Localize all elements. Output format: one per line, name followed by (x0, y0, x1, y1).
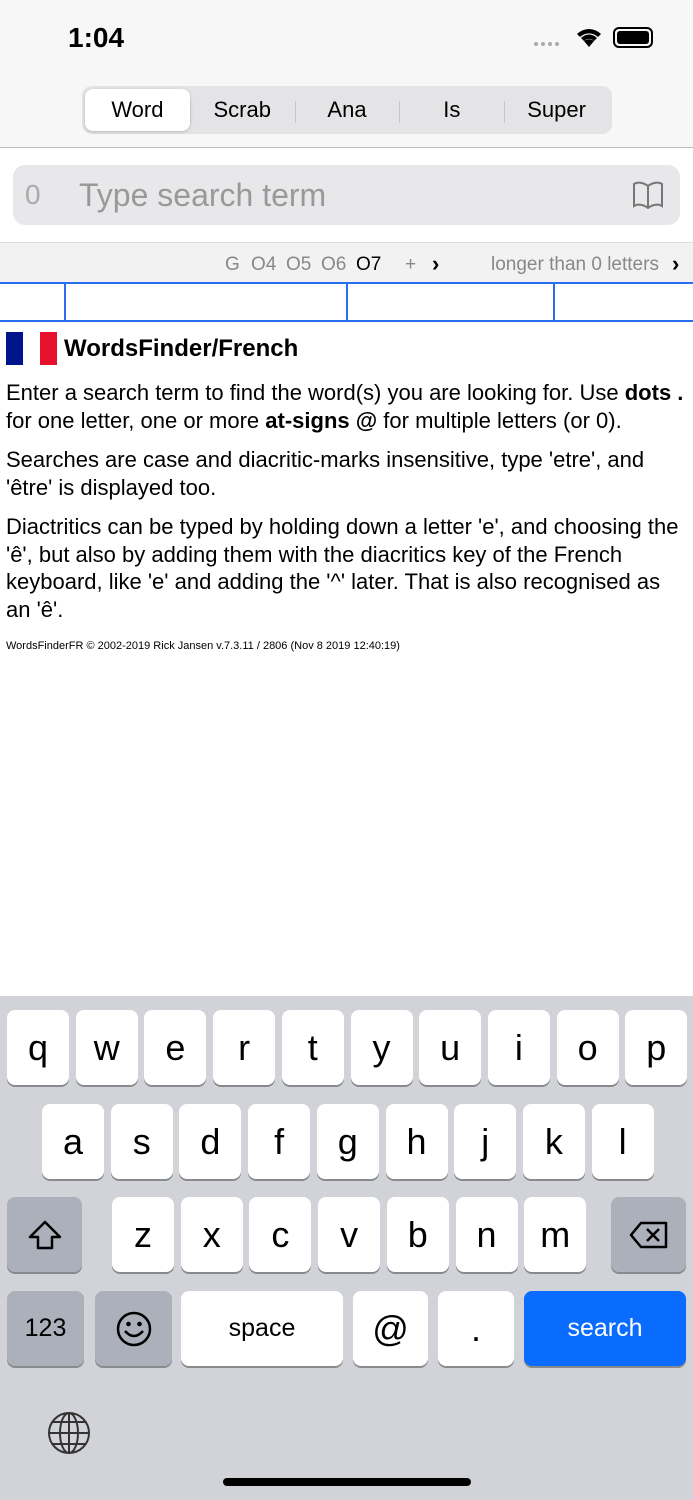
filter-o4[interactable]: O4 (251, 254, 277, 275)
key-g[interactable]: g (317, 1104, 379, 1179)
key-w[interactable]: w (76, 1010, 138, 1085)
shift-icon (28, 1220, 62, 1250)
key-y[interactable]: y (351, 1010, 413, 1085)
length-label[interactable]: longer than 0 letters (491, 254, 659, 275)
cellular-icon (534, 42, 559, 46)
help-content (6, 332, 686, 661)
key-i[interactable]: i (488, 1010, 550, 1085)
key-k[interactable]: k (523, 1104, 585, 1179)
key-f[interactable]: f (248, 1104, 310, 1179)
key-h[interactable]: h (386, 1104, 448, 1179)
help-paragraph: Enter a search term to find the word(s) you are looking for. Use dots . for one letter, one or more at-signs @ for multiple letters (or 0). (6, 380, 684, 433)
key-s[interactable]: s (111, 1104, 173, 1179)
search-field[interactable] (13, 165, 680, 225)
filter-plus[interactable]: + (405, 254, 417, 275)
filter-g[interactable]: G (225, 254, 240, 275)
key-r[interactable]: r (213, 1010, 275, 1085)
emoji-key[interactable] (95, 1291, 172, 1366)
wifi-icon (575, 26, 603, 48)
key-p[interactable]: p (625, 1010, 687, 1085)
help-paragraph: Searches are case and diacritic-marks insensitive, type 'etre', and 'être' is displayed too. (6, 447, 645, 500)
backspace-key[interactable] (611, 1197, 686, 1272)
status-time: 1:04 (68, 22, 125, 53)
book-icon[interactable] (632, 181, 664, 209)
at-key[interactable]: @ (353, 1291, 428, 1366)
filter-o5[interactable]: O5 (286, 254, 312, 275)
tab-ana[interactable]: Ana (295, 89, 400, 131)
page-title: WordsFinder/French (64, 334, 299, 362)
battery-icon (613, 27, 653, 48)
globe-icon[interactable] (47, 1411, 91, 1455)
key-m[interactable]: m (524, 1197, 586, 1272)
dot-key[interactable]: . (438, 1291, 514, 1366)
key-j[interactable]: j (454, 1104, 516, 1179)
result-count: 0 (25, 179, 41, 210)
key-n[interactable]: n (456, 1197, 518, 1272)
tab-scrab[interactable]: Scrab (190, 89, 295, 131)
chevron-right-icon[interactable]: › (432, 251, 440, 276)
tab-super[interactable]: Super (504, 89, 609, 131)
header (0, 0, 693, 148)
key-o[interactable]: o (557, 1010, 619, 1085)
key-e[interactable]: e (144, 1010, 206, 1085)
chevron-right-icon[interactable]: › (672, 251, 680, 276)
key-t[interactable]: t (282, 1010, 344, 1085)
key-z[interactable]: z (112, 1197, 174, 1272)
help-paragraph: Diactritics can be typed by holding down a letter 'e', and choosing the 'ê', but also by adding them with the diacritics key of the French keyboard, like 'e' and adding the '^' later. That is also recognised as an 'ê'. (6, 514, 679, 622)
numbers-key[interactable]: 123 (7, 1291, 84, 1366)
key-a[interactable]: a (42, 1104, 104, 1179)
filter-o7[interactable]: O7 (356, 254, 382, 275)
backspace-icon (629, 1221, 669, 1249)
length-filter-bar (0, 242, 693, 282)
key-l[interactable]: l (592, 1104, 654, 1179)
emoji-icon (116, 1311, 152, 1347)
search-key[interactable]: search (524, 1291, 686, 1366)
key-x[interactable]: x (181, 1197, 243, 1272)
space-key[interactable]: space (181, 1291, 343, 1366)
key-u[interactable]: u (419, 1010, 481, 1085)
mode-segmented-control (82, 86, 612, 134)
key-d[interactable]: d (179, 1104, 241, 1179)
home-indicator (223, 1478, 471, 1486)
french-flag-icon (6, 332, 57, 365)
key-v[interactable]: v (318, 1197, 380, 1272)
filter-o6[interactable]: O6 (321, 254, 347, 275)
key-b[interactable]: b (387, 1197, 449, 1272)
footer-version: WordsFinderFR © 2002-2019 Rick Jansen v.7.3.11 / 2806 (Nov 8 2019 12:40:19) (6, 640, 400, 652)
search-input[interactable]: Type search term (79, 177, 327, 213)
key-c[interactable]: c (249, 1197, 311, 1272)
key-q[interactable]: q (7, 1010, 69, 1085)
results-grid (0, 282, 693, 322)
tab-is[interactable]: Is (399, 89, 504, 131)
tab-word[interactable]: Word (85, 89, 190, 131)
shift-key[interactable] (7, 1197, 82, 1272)
